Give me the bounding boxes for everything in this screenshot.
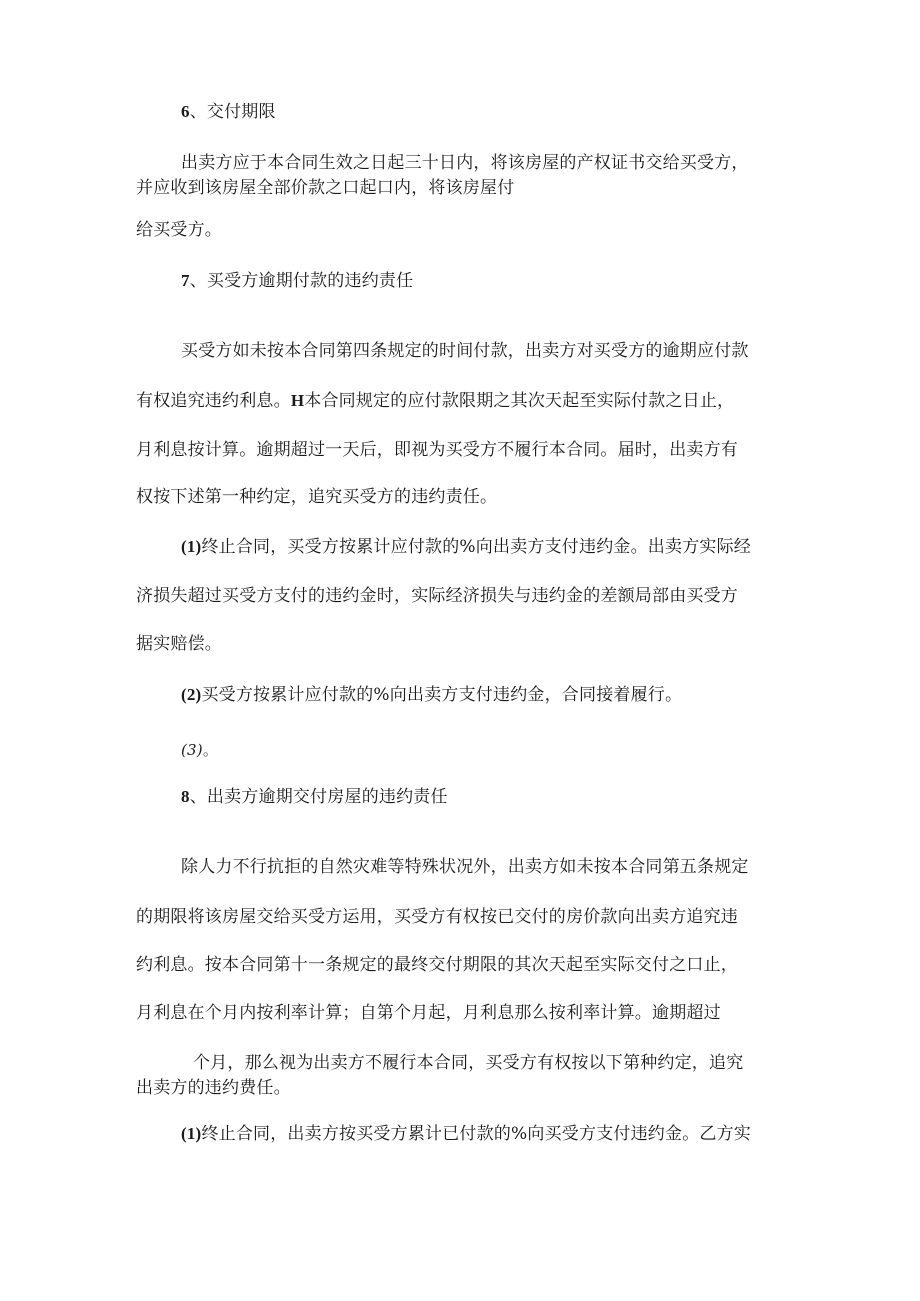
section-6-line-1: 出卖方应于本合同生效之日起三十日内，将该房屋的产权证书交给买受方，: [181, 153, 749, 173]
section-7-number: 7: [181, 271, 190, 290]
section-7-item-1-text: 终止合同，买受方按累计应付款的%向出卖方支付违约金。出卖方实际经: [201, 537, 751, 557]
section-8-line-1: 除人力不行抗拒的自然灾难等特殊状况外，出卖方如未按本合同第五条规定: [181, 857, 749, 877]
section-7-item-3-text: 。: [202, 741, 219, 759]
section-6-line-2: 并应收到该房屋全部价款之口起口内，将该房屋付: [136, 178, 515, 198]
section-8-item-1-text: 终止合同，出卖方按买受方累计已付款的%向买受方支付违约金。乙方实: [201, 1124, 751, 1144]
section-7-item-1-line-2: 济损失超过买受方支付的违约金时，实际经济损失与违约金的差额局部由买受方: [136, 586, 738, 606]
section-8-line-3: 约利息。按本合同第十一条规定的最终交付期限的其次天起至实际交付之口止，: [136, 955, 738, 975]
section-8-line-6: 出卖方的违约费任。: [136, 1078, 291, 1098]
section-8-line-2: 的期限将该房屋交给买受方运用，买受方有权按已交付的房价款向出卖方追究违: [136, 907, 738, 927]
section-7-item-3-label: (3): [181, 741, 203, 759]
section-7-item-3: [181, 739, 218, 761]
section-8-number: 8: [181, 787, 190, 806]
section-8-item-1: [181, 1123, 751, 1145]
section-7-item-1-line-3: 据实赔偿。: [136, 634, 222, 654]
section-6-heading: [181, 101, 276, 123]
section-7-heading: [181, 270, 413, 292]
section-8-title: 、出卖方逾期交付房屋的违约责任: [189, 787, 448, 807]
section-7-line-2: [136, 390, 734, 412]
section-7-item-2-label: (2): [181, 685, 202, 704]
section-8-line-4: 月利息在个月内按利率计算；自第个月起，月利息那么按利率计算。逾期超过: [136, 1003, 721, 1023]
section-7-line-2a: 有权追究违约利息。: [136, 391, 291, 411]
section-6-number: 6: [181, 102, 190, 121]
section-7-item-2: [181, 684, 682, 706]
section-6-title: 、交付期限: [189, 102, 276, 122]
section-7-line-4: 权按下述第一种约定，追究买受方的违约责任。: [136, 487, 498, 507]
section-6-line-3: 给买受方。: [136, 220, 222, 240]
section-8-line-5: 个月，那么视为出卖方不履行本合同，买受方有权按以下第种约定，追究: [193, 1053, 744, 1073]
section-7-item-1-label: (1): [181, 537, 202, 556]
section-7-title: 、买受方逾期付款的违约责任: [189, 271, 414, 291]
section-7-line-1: 买受方如未按本合同第四条规定的时间付款，出卖方对买受方的逾期应付款: [181, 341, 749, 361]
section-7-item-2-text: 买受方按累计应付款的%向出卖方支付违约金，合同接着履行。: [201, 685, 683, 705]
section-8-item-1-label: (1): [181, 1124, 202, 1143]
section-7-line-2b: 本合同规定的应付款限期之其次天起至实际付款之日止，: [304, 391, 735, 411]
section-7-item-1-line-1: [181, 536, 751, 558]
section-7-bold-letter: H: [290, 391, 305, 410]
section-8-heading: [181, 786, 448, 808]
section-7-line-3: 月利息按计算。逾期超过一天后，即视为买受方不履行本合同。届时，出卖方有: [136, 440, 738, 460]
